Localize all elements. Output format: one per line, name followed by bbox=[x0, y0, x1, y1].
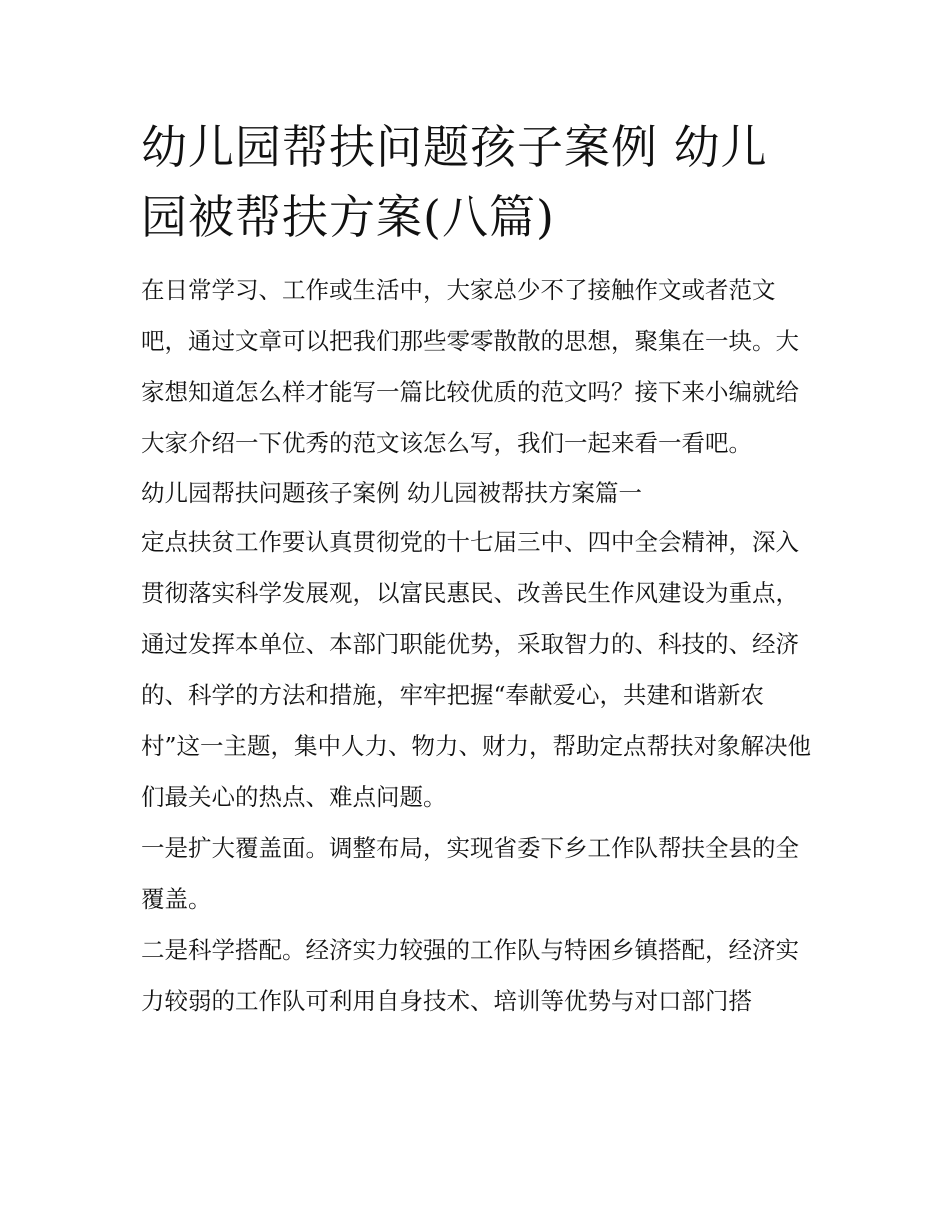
document-title: 幼儿园帮扶问题孩子案例 幼儿园被帮扶方案(八篇) bbox=[141, 120, 768, 244]
body-paragraph: 二是科学搭配。经济实力较强的工作队与特困乡镇搭配，经济实力较弱的工作队可利用自身技术、培训等优势与对口部门搭 bbox=[141, 936, 799, 1015]
document-body bbox=[141, 112, 813, 1027]
body-paragraph: 定点扶贫工作要认真贯彻党的十七届三中、四中全会精神，深入贯彻落实科学发展观，以富民惠民、改善民生作风建设为重点，通过发挥本单位、本部门职能优势，采取智力的、科技的、经济的、科学的方法和措施，牢牢把握“奉献爱心，共建和谐新农村”这一主题，集中人力、物力、财力，帮助定点帮扶对象解决他们最关心的热点、难点问题。 bbox=[141, 528, 812, 811]
section-heading: 幼儿园帮扶问题孩子案例 幼儿园被帮扶方案篇一 bbox=[141, 479, 642, 507]
body-paragraph: 一是扩大覆盖面。调整布局，实现省委下乡工作队帮扶全县的全覆盖。 bbox=[141, 834, 799, 913]
intro-paragraph: 在日常学习、工作或生活中，大家总少不了接触作文或者范文吧，通过文章可以把我们那些零零散散的思想，聚集在一块。大家想知道怎么样才能写一篇比较优质的范文吗？接下来小编就给大家介绍一下优秀的范文该怎么写，我们一起来看一看吧。 bbox=[141, 276, 799, 457]
